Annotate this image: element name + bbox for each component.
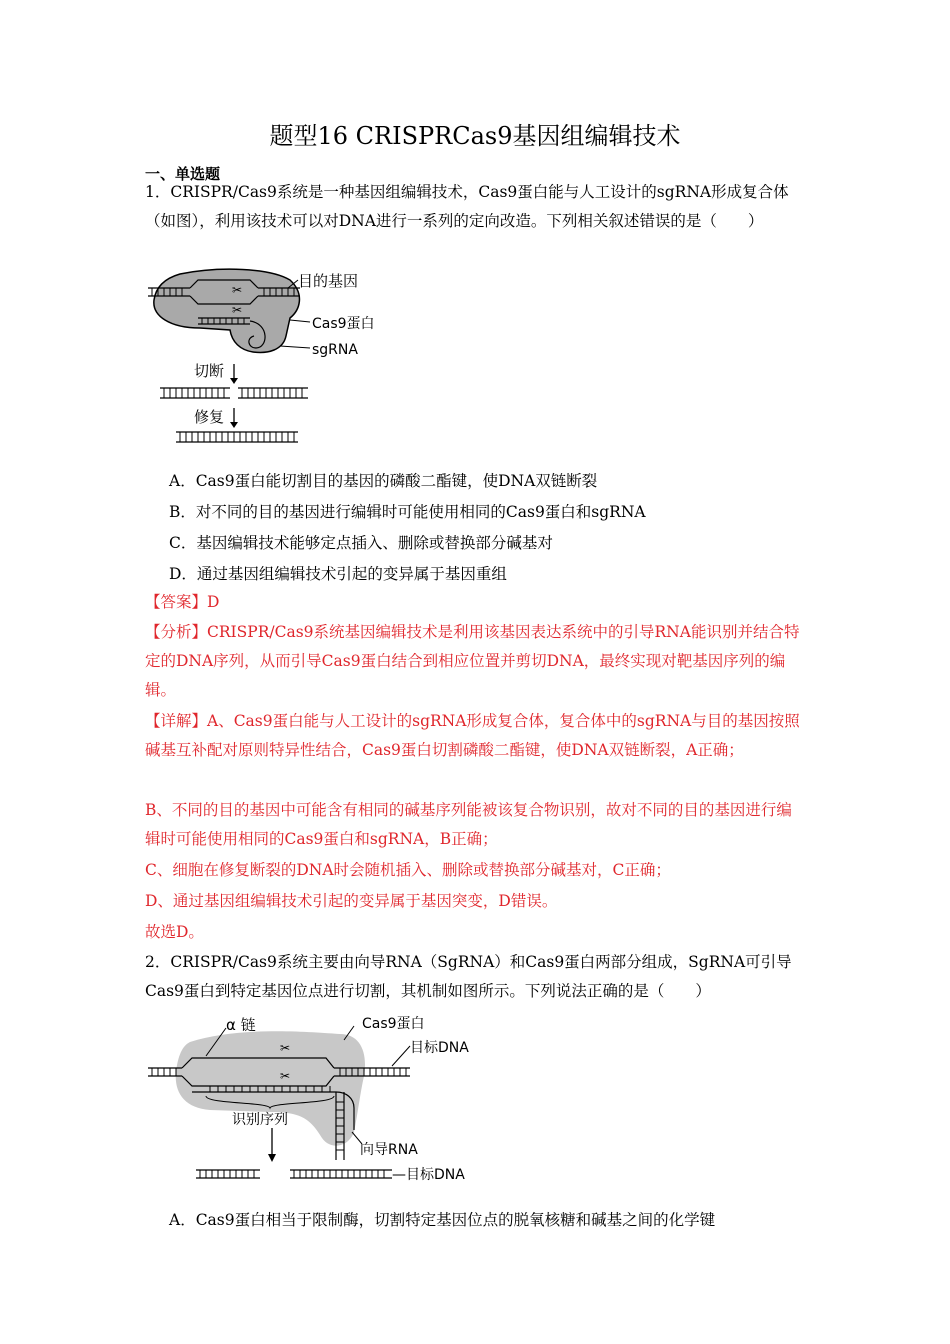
q1-analysis: 【分析】CRISPR/Cas9系统基因编辑技术是利用该基因表达系统中的引导RNA能识别并结合特定的DNA序列，从而引导Cas9蛋白结合到相应位置并剪切DNA，最终实现对靶基因序列的编辑。	[145, 623, 800, 699]
q1-detail-c: C、细胞在修复断裂的DNA时会随机插入、删除或替换部分碱基对，C正确；	[145, 861, 671, 879]
q2-option-a: A．Cas9蛋白相当于限制酶，切割特定基因位点的脱氧核糖和碱基之间的化学键	[169, 1211, 716, 1229]
svg-text:目的基因: 目的基因	[298, 272, 359, 290]
section-heading: 一、单选题	[145, 165, 221, 183]
figure-2-cas9-diagram	[140, 1012, 490, 1192]
q1-option-b: B．对不同的目的基因进行编辑时可能使用相同的Cas9蛋白和sgRNA	[169, 503, 646, 521]
svg-text:sgRNA: sgRNA	[312, 342, 358, 358]
scissors-icon: ✂	[280, 1069, 291, 1083]
svg-text:修复: 修复	[194, 408, 225, 426]
q1-conclusion: 故选D。	[145, 923, 204, 941]
q1-detail-a: 【详解】A、Cas9蛋白能与人工设计的sgRNA形成复合体，复合体中的sgRNA与目的基因按照碱基互补配对原则特异性结合，Cas9蛋白切割磷酸二酯键，使DNA双链断裂，A正确；	[145, 712, 800, 759]
q1-detail-b: B、不同的目的基因中可能含有相同的碱基序列能被该复合物识别，故对不同的目的基因进行编辑时可能使用相同的Cas9蛋白和sgRNA，B正确；	[145, 801, 792, 848]
q1-option-c: C．基因编辑技术能够定点插入、删除或替换部分碱基对	[169, 534, 553, 552]
page-title: 题型16 CRISPRCas9基因组编辑技术	[269, 122, 681, 150]
svg-text:α 链: α 链	[226, 1016, 256, 1034]
scissors-icon: ✂	[232, 283, 243, 297]
svg-text:向导RNA: 向导RNA	[360, 1142, 418, 1158]
svg-text:—目标DNA: —目标DNA	[392, 1167, 465, 1183]
figure-1-crispr-diagram	[140, 266, 400, 452]
q1-detail-d: D、通过基因组编辑技术引起的变异属于基因突变，D错误。	[145, 892, 558, 910]
question-2-stem: 2．CRISPR/Cas9系统主要由向导RNA（SgRNA）和Cas9蛋白两部分组成，SgRNA可引导Cas9蛋白到特定基因位点进行切割，其机制如图所示。下列说法正确的是（ ）	[145, 953, 792, 1000]
svg-text:目标DNA: 目标DNA	[410, 1040, 469, 1056]
q1-option-a: A．Cas9蛋白能切割目的基因的磷酸二酯键，使DNA双链断裂	[169, 472, 598, 490]
q1-option-d: D．通过基因组编辑技术引起的变异属于基因重组	[169, 565, 507, 583]
svg-text:识别序列: 识别序列	[232, 1112, 288, 1128]
svg-text:切断: 切断	[194, 362, 225, 380]
scissors-icon: ✂	[232, 303, 243, 317]
q1-answer: 【答案】D	[145, 593, 220, 611]
scissors-icon: ✂	[280, 1041, 291, 1055]
svg-text:Cas9蛋白: Cas9蛋白	[362, 1016, 425, 1032]
question-1-stem: 1．CRISPR/Cas9系统是一种基因组编辑技术，Cas9蛋白能与人工设计的sgRNA形成复合体（如图），利用该技术可以对DNA进行一系列的定向改造。下列相关叙述错误的是（ ）	[145, 183, 789, 230]
svg-text:Cas9蛋白: Cas9蛋白	[312, 316, 375, 332]
